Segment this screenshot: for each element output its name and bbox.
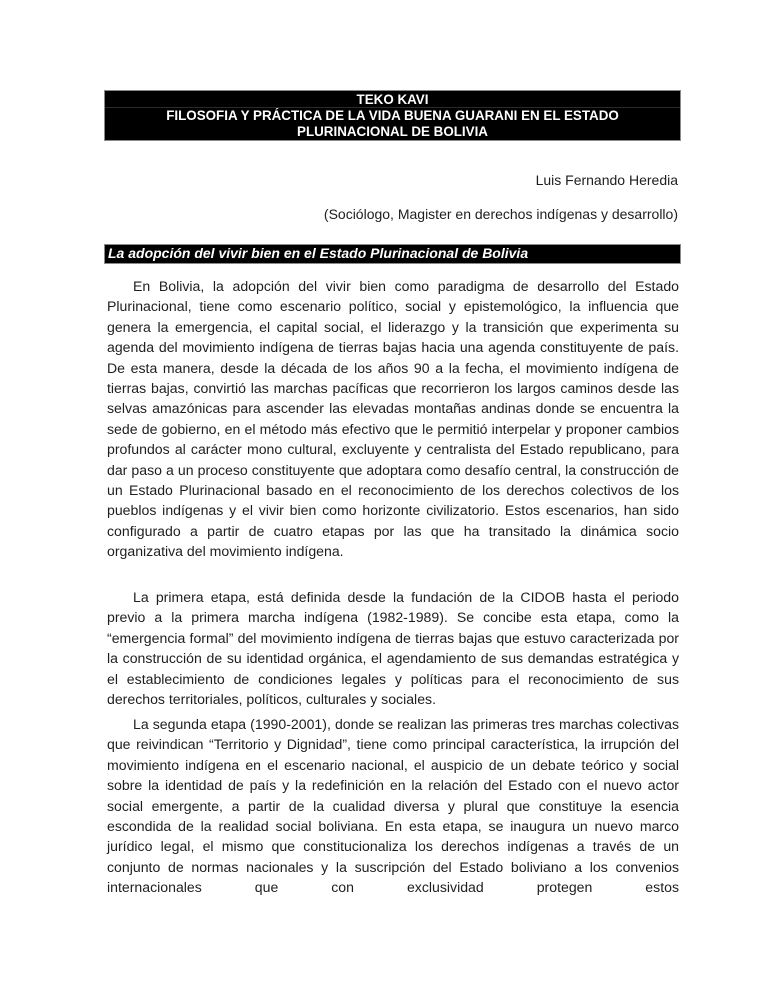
title-line-1: TEKO KAVI xyxy=(356,92,429,107)
document-title-box xyxy=(104,90,681,141)
paragraph-1: En Bolivia, la adopción del vivir bien como paradigma de desarrollo del Estado Plurinacional, tiene como escenario político, social y epistemológico, la influencia que genera la emergencia, el capital social, el liderazgo y la transición que experimenta su agenda del movimiento indígena de tierras bajas hacia una agenda constituyente de país. De esta manera, desde la década de los años 90 a la fecha, el movimiento indígena de tierras bajas, convirtió las marchas pacíficas que recorrieron los largos caminos desde las selvas amazónicas para ascender las elevadas montañas andinas donde se encuentra la sede de gobierno, en el método más efectivo que le permitió interpelar y proponer cambios profundos al carácter mono cultural, excluyente y centralista del Estado republicano, para dar paso a un proceso constituyente que adoptara como desafío central, la construcción de un Estado Plurinacional basado en el reconocimiento de los derechos colectivos de los pueblos indígenas y el vivir bien como horizonte civilizatorio. Estos escenarios, han sido configurado a partir de cuatro etapas por las que ha transitado la dinámica socio organizativa del movimiento indígena. xyxy=(107,278,679,560)
title-line-3: PLURINACIONAL DE BOLIVIA xyxy=(297,124,488,139)
paragraph-2: La primera etapa, está definida desde la fundación de la CIDOB hasta el periodo previo a la primera marcha indígena (1982-1989). Se concibe esta etapa, como la “emergencia formal” del movimiento indígena de tierras bajas que estuvo caracterizada por la construcción de su identidad orgánica, el agendamiento de sus demandas estratégica y el establecimiento de condiciones legales y políticas para el reconocimiento de sus derechos territoriales, políticos, culturales y sociales. xyxy=(107,589,679,708)
author-name: Luis Fernando Heredia xyxy=(535,172,678,188)
title-row-divider xyxy=(105,107,680,108)
section-heading: La adopción del vivir bien en el Estado Plurinacional de Bolivia xyxy=(104,244,681,264)
paragraph-3: La segunda etapa (1990-2001), donde se realizan las primeras tres marchas colectivas que reivindican “Territorio y Dignidad”, tiene como principal característica, la irrupción del movimiento indígena en el escenario nacional, el auspicio de un debate teórico y social sobre la identidad de país y la redefinición en la relación del Estado con el nuevo actor social emergente, a partir de la cualidad diversa y plural que constituye la esencia escondida de la realidad social boliviana. En esta etapa, se inaugura un nuevo marco jurídico legal, el mismo que constitucionaliza los derechos indígenas a través de un conjunto de normas nacionales y la suscripción del Estado boliviano a los convenios internacionales que con exclusividad protegen estos xyxy=(107,716,679,896)
author-credentials: (Sociólogo, Magister en derechos indígenas y desarrollo) xyxy=(323,206,678,222)
title-line-2: FILOSOFIA Y PRÁCTICA DE LA VIDA BUENA GUARANI EN EL ESTADO xyxy=(166,108,619,123)
